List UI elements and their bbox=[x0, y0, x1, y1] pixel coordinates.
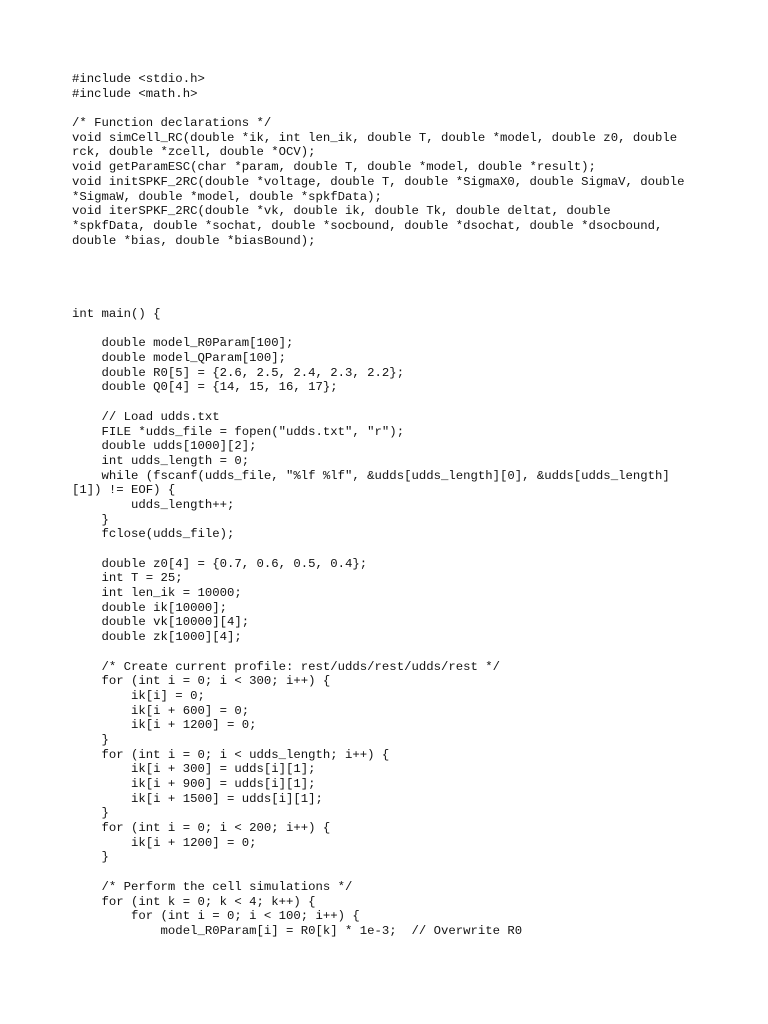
code-line: double R0[5] = {2.6, 2.5, 2.4, 2.3, 2.2}; bbox=[72, 365, 405, 380]
code-line bbox=[72, 645, 732, 660]
code-line bbox=[72, 395, 732, 410]
code-line bbox=[72, 278, 732, 293]
code-line: } bbox=[72, 732, 109, 747]
code-line: double Q0[4] = {14, 15, 16, 17}; bbox=[72, 380, 338, 395]
code-line: for (int i = 0; i < 300; i++) { bbox=[72, 674, 331, 689]
code-line: // Load udds.txt bbox=[72, 409, 220, 424]
code-line: model_R0Param[i] = R0[k] * 1e-3; // Overwrite R0 bbox=[72, 923, 523, 938]
code-line: double zk[1000][4]; bbox=[72, 630, 242, 645]
code-line: for (int i = 0; i < 200; i++) { bbox=[72, 821, 331, 836]
code-line: int main() { bbox=[72, 307, 161, 321]
code-line bbox=[72, 292, 732, 307]
code-line: ik[i + 1200] = 0; bbox=[72, 718, 257, 733]
code-line: double model_R0Param[100]; bbox=[72, 336, 294, 351]
code-line: void getParamESC(char *param, double T, double *model, double *result); bbox=[72, 160, 596, 175]
code-line: void iterSPKF_2RC(double *vk, double ik, double Tk, double deltat, double bbox=[72, 204, 611, 219]
code-line: double *bias, double *biasBound); bbox=[72, 233, 316, 248]
code-line: /* Create current profile: rest/udds/rest/udds/rest */ bbox=[72, 659, 501, 674]
code-line: int udds_length = 0; bbox=[72, 453, 250, 468]
code-line: for (int i = 0; i < udds_length; i++) { bbox=[72, 747, 390, 762]
code-line: double udds[1000][2]; bbox=[72, 439, 257, 454]
code-line bbox=[72, 322, 732, 337]
code-line: *spkfData, double *sochat, double *socbound, double *dsochat, double *dsocbound, bbox=[72, 218, 663, 233]
code-line: } bbox=[72, 850, 109, 865]
code-line: for (int k = 0; k < 4; k++) { bbox=[72, 894, 316, 909]
code-line: ik[i] = 0; bbox=[72, 688, 205, 703]
code-line: [1]) != EOF) { bbox=[72, 483, 176, 498]
code-line: double z0[4] = {0.7, 0.6, 0.5, 0.4}; bbox=[72, 556, 368, 571]
code-line: ik[i + 300] = udds[i][1]; bbox=[72, 762, 316, 777]
code-line: rck, double *zcell, double *OCV); bbox=[72, 145, 316, 160]
code-listing bbox=[72, 72, 732, 939]
code-line: } bbox=[72, 806, 109, 821]
code-line: while (fscanf(udds_file, "%lf %lf", &udds[udds_length][0], &udds[udds_length] bbox=[72, 468, 670, 483]
code-line: /* Perform the cell simulations */ bbox=[72, 879, 353, 894]
code-line: } bbox=[72, 512, 109, 527]
code-line: void simCell_RC(double *ik, int len_ik, double T, double *model, double z0, double bbox=[72, 130, 678, 145]
code-line: double ik[10000]; bbox=[72, 600, 227, 615]
code-line: #include <stdio.h> bbox=[72, 72, 205, 86]
code-line: ik[i + 1500] = udds[i][1]; bbox=[72, 791, 323, 806]
code-line: FILE *udds_file = fopen("udds.txt", "r"); bbox=[72, 424, 405, 439]
code-line: ik[i + 1200] = 0; bbox=[72, 835, 257, 850]
code-line: fclose(udds_file); bbox=[72, 527, 235, 542]
code-line bbox=[72, 101, 732, 116]
code-line: double model_QParam[100]; bbox=[72, 351, 287, 366]
code-line: ik[i + 600] = 0; bbox=[72, 703, 250, 718]
code-line bbox=[72, 865, 732, 880]
code-line: double vk[10000][4]; bbox=[72, 615, 250, 630]
code-line bbox=[72, 248, 732, 263]
code-line: *SigmaW, double *model, double *spkfData); bbox=[72, 189, 382, 204]
code-line: /* Function declarations */ bbox=[72, 116, 272, 131]
code-line: ik[i + 900] = udds[i][1]; bbox=[72, 777, 316, 791]
code-line: for (int i = 0; i < 100; i++) { bbox=[72, 909, 360, 924]
code-line bbox=[72, 542, 732, 557]
code-line: udds_length++; bbox=[72, 497, 235, 512]
code-line bbox=[72, 263, 732, 278]
code-line: #include <math.h> bbox=[72, 86, 198, 101]
code-line: int len_ik = 10000; bbox=[72, 586, 242, 601]
code-line: void initSPKF_2RC(double *voltage, double T, double *SigmaX0, double SigmaV, double bbox=[72, 174, 685, 189]
code-line: int T = 25; bbox=[72, 571, 183, 586]
